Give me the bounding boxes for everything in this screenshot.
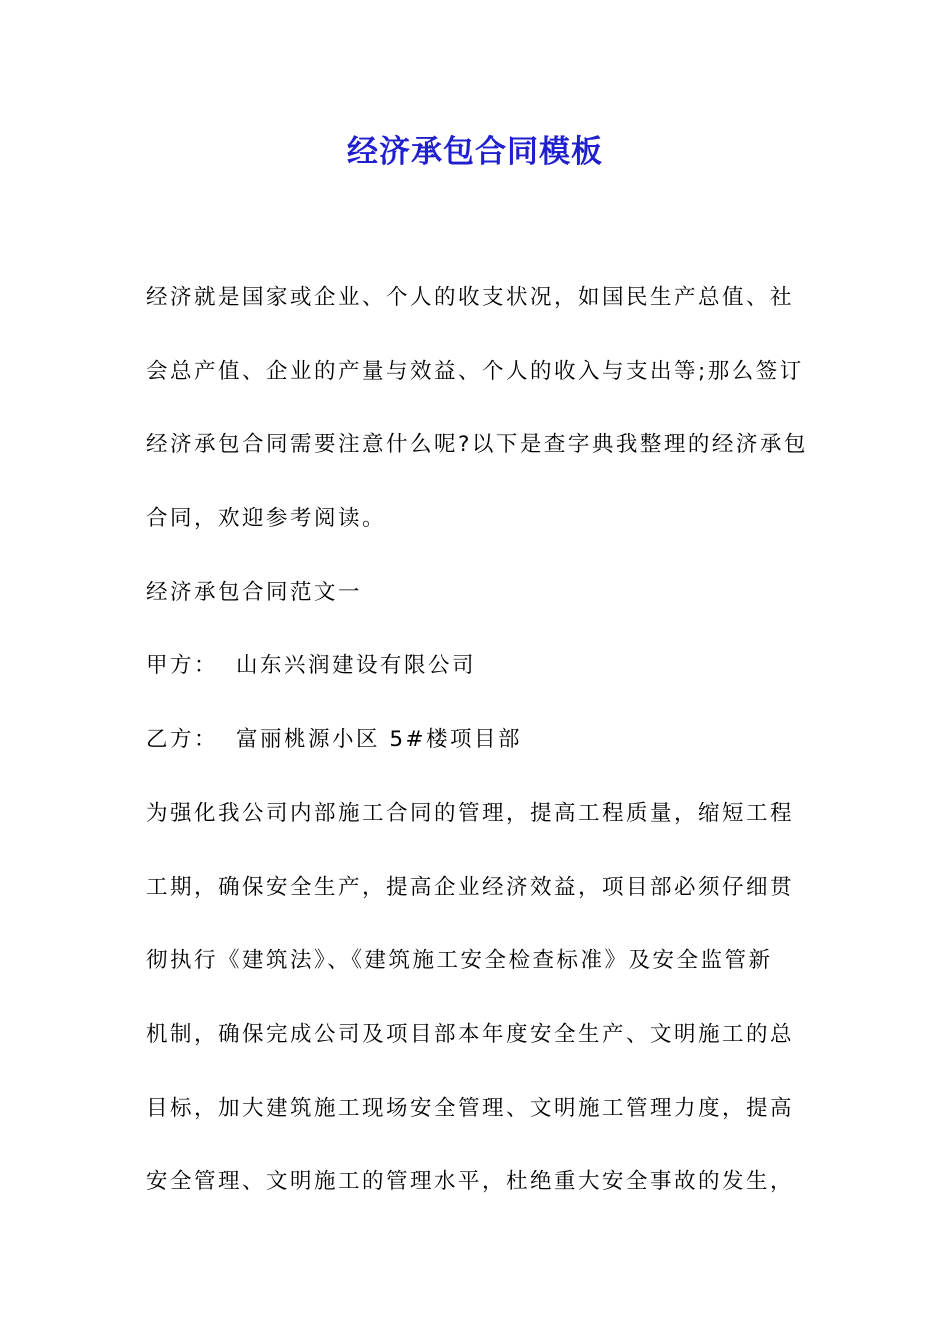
document-body (146, 261, 808, 1219)
sample-heading: 经济承包合同范文一 (146, 579, 363, 605)
paragraph-line-4: 机制，确保完成公司及项目部本年度安全生产、文明施工的总 (146, 1021, 795, 1047)
paragraph-line-5: 目标，加大建筑施工现场安全管理、文明施工管理力度，提高 (146, 1095, 795, 1121)
intro-line-2: 会总产值、企业的产量与效益、个人的收入与支出等;那么签订 (146, 358, 804, 384)
intro-line-4: 合同，欢迎参考阅读。 (146, 506, 387, 532)
document-title: 经济承包合同模板 (347, 134, 603, 170)
party-b-line (146, 703, 808, 777)
paragraph-line-1: 为强化我公司内部施工合同的管理，提高工程质量，缩短工程 (146, 800, 795, 826)
party-b-label: 乙方： (146, 727, 219, 753)
party-b-value: 富丽桃源小区 5#楼项目部 (236, 727, 523, 753)
paragraph-line-3: 彻执行《建筑法》、《建筑施工安全检查标准》及安全监管新 (146, 948, 773, 974)
intro-line-3: 经济承包合同需要注意什么呢?以下是查字典我整理的经济承包 (146, 432, 808, 458)
paragraph-line-6: 安全管理、文明施工的管理水平，杜绝重大安全事故的发生， (146, 1169, 795, 1195)
intro-line-1: 经济就是国家或企业、个人的收支状况，如国民生产总值、社 (146, 285, 795, 310)
party-a-line (146, 629, 808, 703)
party-a-label: 甲方： (146, 653, 219, 679)
party-a-value: 山东兴润建设有限公司 (236, 653, 477, 679)
paragraph-line-2: 工期，确保安全生产，提高企业经济效益，项目部必须仔细贯 (146, 874, 795, 900)
